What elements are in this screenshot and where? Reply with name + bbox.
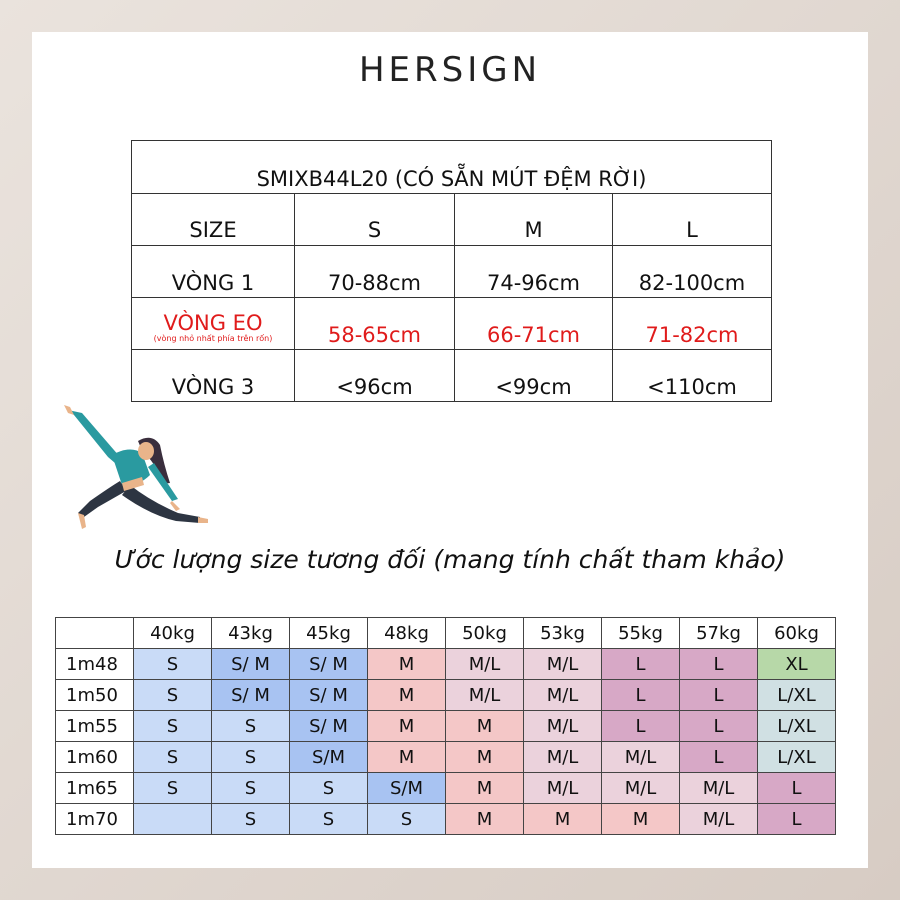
product-code-title: SMIXB44L20 (CÓ SẴN MÚT ĐỆM RỜI) xyxy=(132,141,772,194)
size-cell: M/L xyxy=(524,711,602,742)
size-cell: L xyxy=(680,649,758,680)
height-label: 1m65 xyxy=(56,773,134,804)
yoga-woman-illustration xyxy=(60,405,210,530)
weight-header: 43kg xyxy=(212,618,290,649)
weight-header: 50kg xyxy=(446,618,524,649)
table-row xyxy=(56,773,836,804)
size-cell: L xyxy=(602,711,680,742)
size-cell: S xyxy=(212,742,290,773)
size-cell: S xyxy=(368,804,446,835)
row-label-hip: VÒNG 3 xyxy=(132,350,295,402)
bust-s: 70-88cm xyxy=(295,246,455,298)
grid-corner-cell xyxy=(56,618,134,649)
size-cell: M/L xyxy=(524,649,602,680)
size-cell: S xyxy=(290,804,368,835)
bust-l: 82-100cm xyxy=(613,246,772,298)
waist-note: (vòng nhỏ nhất phía trên rốn) xyxy=(153,334,273,343)
size-cell: S xyxy=(212,804,290,835)
size-cell: L xyxy=(758,804,836,835)
size-cell: L xyxy=(602,680,680,711)
header-s: S xyxy=(295,194,455,246)
grid-header-row xyxy=(56,618,836,649)
hip-m: <99cm xyxy=(455,350,613,402)
weight-header: 60kg xyxy=(758,618,836,649)
size-cell: L xyxy=(680,680,758,711)
height-label: 1m70 xyxy=(56,804,134,835)
size-cell: M xyxy=(446,711,524,742)
weight-header: 55kg xyxy=(602,618,680,649)
header-size: SIZE xyxy=(132,194,295,246)
table-row xyxy=(56,804,836,835)
size-cell: S xyxy=(134,773,212,804)
height-label: 1m48 xyxy=(56,649,134,680)
weight-header: 57kg xyxy=(680,618,758,649)
size-cell: S/ M xyxy=(290,649,368,680)
hip-l: <110cm xyxy=(613,350,772,402)
size-cell: M xyxy=(446,804,524,835)
size-cell: M xyxy=(524,804,602,835)
size-cell: M xyxy=(368,649,446,680)
size-cell: M/L xyxy=(446,680,524,711)
size-cell: L xyxy=(758,773,836,804)
size-cell: M/L xyxy=(680,773,758,804)
size-cell: M/L xyxy=(446,649,524,680)
size-cell: S xyxy=(212,711,290,742)
size-cell: S xyxy=(134,680,212,711)
height-label: 1m60 xyxy=(56,742,134,773)
header-m: M xyxy=(455,194,613,246)
size-cell: M/L xyxy=(524,773,602,804)
size-cell: M/L xyxy=(524,742,602,773)
size-cell: M xyxy=(368,742,446,773)
size-cell: L xyxy=(680,711,758,742)
weight-header: 53kg xyxy=(524,618,602,649)
waist-s: 58-65cm xyxy=(295,298,455,350)
size-cell: S/ M xyxy=(212,649,290,680)
weight-header: 40kg xyxy=(134,618,212,649)
size-cell: L/XL xyxy=(758,711,836,742)
size-cell: M xyxy=(602,804,680,835)
row-label-bust: VÒNG 1 xyxy=(132,246,295,298)
size-cell: M/L xyxy=(680,804,758,835)
size-cell: M/L xyxy=(602,742,680,773)
header-l: L xyxy=(613,194,772,246)
size-cell: S/ M xyxy=(212,680,290,711)
brand-logo: HERSIGN xyxy=(358,50,542,90)
size-cell: S/ M xyxy=(290,680,368,711)
table-row xyxy=(56,742,836,773)
bust-m: 74-96cm xyxy=(455,246,613,298)
size-cell: L/XL xyxy=(758,680,836,711)
size-cell: M/L xyxy=(602,773,680,804)
size-cell: L xyxy=(602,649,680,680)
size-cell: XL xyxy=(758,649,836,680)
row-label-waist xyxy=(132,298,295,350)
weight-header: 45kg xyxy=(290,618,368,649)
size-cell: S xyxy=(134,742,212,773)
size-cell: S/M xyxy=(368,773,446,804)
size-cell: M xyxy=(368,711,446,742)
waist-label: VÒNG EO xyxy=(163,311,263,335)
size-cell: M xyxy=(368,680,446,711)
hip-s: <96cm xyxy=(295,350,455,402)
table-row xyxy=(56,711,836,742)
table-row xyxy=(56,680,836,711)
size-cell: S/M xyxy=(290,742,368,773)
size-cell: S xyxy=(290,773,368,804)
size-cell: S xyxy=(212,773,290,804)
size-cell: S xyxy=(134,649,212,680)
size-cell: M/L xyxy=(524,680,602,711)
measurement-table xyxy=(131,140,772,402)
waist-l: 71-82cm xyxy=(613,298,772,350)
table-row xyxy=(56,649,836,680)
estimate-subtitle: Ước lượng size tương đối (mang tính chất tham khảo) xyxy=(114,545,786,574)
size-cell: M xyxy=(446,742,524,773)
waist-m: 66-71cm xyxy=(455,298,613,350)
size-cell: M xyxy=(446,773,524,804)
size-cell xyxy=(134,804,212,835)
size-cell: L xyxy=(680,742,758,773)
size-cell: L/XL xyxy=(758,742,836,773)
size-cell: S/ M xyxy=(290,711,368,742)
height-label: 1m55 xyxy=(56,711,134,742)
height-weight-grid xyxy=(55,617,836,835)
size-cell: S xyxy=(134,711,212,742)
weight-header: 48kg xyxy=(368,618,446,649)
height-label: 1m50 xyxy=(56,680,134,711)
